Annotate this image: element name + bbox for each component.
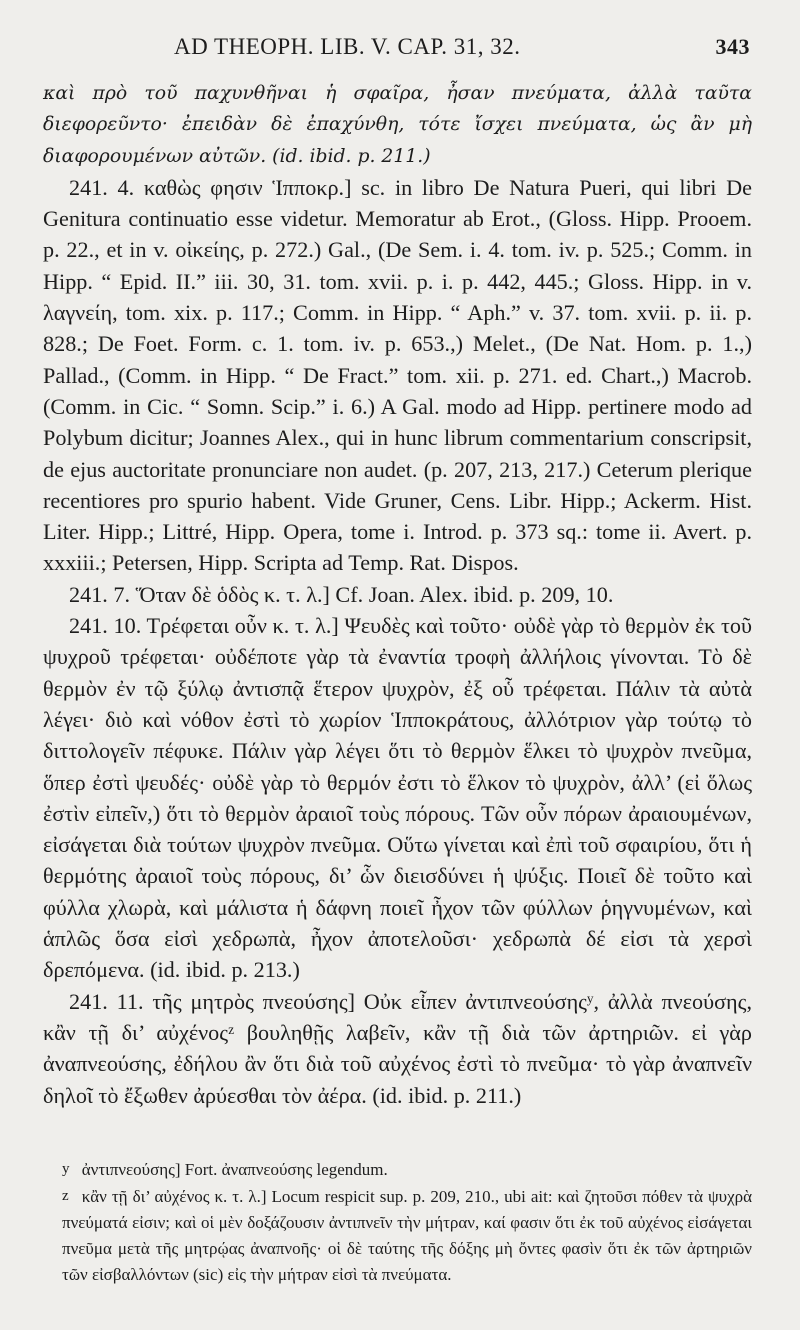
- footnote-y: [62, 1156, 752, 1183]
- main-text: [43, 78, 752, 1111]
- footnote-z: [62, 1183, 752, 1288]
- page-header: [42, 34, 758, 64]
- footnote-text-y: ἀντιπνεούσης] Fort. ἀναπνεούσης legendum.: [81, 1160, 388, 1179]
- note-241-11: 241. 11. τῆς μητρὸς πνεούσης] Οὐκ εἶπεν ἀντιπνεούσηςʸ, ἀλλὰ πνεούσης, κἂν τῇ δι’ αὐχένοςᶻ βουληθῇς λαβεῖν, κἂν τῇ διὰ τῶν ἀρτηριῶν. εἰ γὰρ ἀναπνεούσης, ἐδήλου ἂν ὅτι διὰ τοῦ αὐχένος ἐστὶ τὸ πνεῦμα· τὸ γὰρ ἀναπνεῖν δηλοῖ τὸ ἔξωθεν ἀρύεσθαι τὸν ἀέρα. (id. ibid. p. 211.): [43, 988, 752, 1108]
- paragraph-greek-continuation: καὶ πρὸ τοῦ παχυνθῆναι ἡ σφαῖρα, ἦσαν πνεύματα, ἀλλὰ ταῦτα διεφορεῦντο· ἐπειδὰν δὲ ἐπαχύνθη, τότε ἴσχει πνεύματα, ὡς ἂν μὴ διαφορουμένων αὐτῶν. (id. ibid. p. 211.): [43, 83, 752, 167]
- footnotes: [62, 1156, 752, 1288]
- footnote-text-z: κἂν τῇ δι’ αὐχένος κ. τ. λ.] Locum respicit sup. p. 209, 210., ubi ait: καὶ ζητοῦσι πόθεν τὰ ψυχρὰ πνεύματά εἰσιν; καὶ οἱ μὲν δοξάζουσιν ἀντιπνεῖν τὴν μήτραν, καί φασιν ὅτι ἐκ τοῦ αὐχένος εἰσάγεται πνεῦμα μετὰ τῆς μητρῴας ἀναπνοῆς· οἱ δὲ ταύτης τῆς δόξης μὴ ὄντες φασὶν ὅτι ἐκ τῶν ἀρτηριῶν τῶν εἰσβαλλόντων (sic) εἰς τὴν μήτραν εἰσὶ τὰ πνεύματα.: [62, 1187, 753, 1284]
- page-number: 343: [715, 34, 750, 59]
- note-241-7: 241. 7. Ὅταν δὲ ὁδὸς κ. τ. λ.] Cf. Joan. Alex. ibid. p. 209, 10.: [69, 581, 614, 607]
- footnote-marker-y: y: [62, 1161, 70, 1177]
- footnote-marker-z: z: [62, 1188, 69, 1204]
- note-241-4: 241. 4. καθὼς φησιν Ἱπποκρ.] sc. in libro De Natura Pueri, qui libri De Genitura continuatio esse videtur. Memoratur ab Erot., (Gloss. Hipp. Prooem. p. 22., et in v. οἰκείης, p. 272.) Gal., (De Sem. i. 4. tom. iv. p. 525.; Comm. in Hipp. “ Epid. II.” iii. 30, 31. tom. xvii. p. i. p. 442, 445.; Gloss. Hipp. in v. λαγνείη, tom. xix. p. 117.; Comm. in Hipp. “ Aph.” v. 37. tom. xvii. p. ii. p. 828.; De Foet. Form. c. 1. tom. iv. p. 653.,) Melet., (De Nat. Hom. p. 1.,) Pallad., (Comm. in Hipp. “ De Fract.” tom. xii. p. 271. ed. Chart.,) Macrob. (Comm. in Cic. “ Somn. Scip.” i. 6.) A Gal. modo ad Hipp. pertinere modo ad Polybum dicitur; Joannes Alex., qui in hunc librum commentarium conscripsit, de ejus auctoritate pronunciare non audet. (p. 207, 213, 217.) Ceterum plerique recentiores pro spurio habent. Vide Gruner, Cens. Libr. Hipp.; Ackerm. Hist. Liter. Hipp.; Littré, Hipp. Opera, tome i. Introd. p. 373 sq.: tome ii. Avert. p. xxxiii.; Petersen, Hipp. Scripta ad Temp. Rat. Dispos.: [43, 174, 752, 576]
- running-head: AD THEOPH. LIB. V. CAP. 31, 32.: [174, 34, 521, 59]
- note-241-10: 241. 10. Τρέφεται οὖν κ. τ. λ.] Ψευδὲς καὶ τοῦτο· οὐδὲ γὰρ τὸ θερμὸν ἐκ τοῦ ψυχροῦ τρέφεται· οὐδέποτε γὰρ τὰ ἐναντία τροφὴ ἀλλήλοις γίνονται. Τὸ δὲ θερμὸν ἐν τῷ ξύλῳ ἀντισπᾷ ἕτερον ψυχρὸν, ἐξ οὗ τρέφεται. Πάλιν τὰ αὐτὰ λέγει· διὸ καὶ νόθον ἐστὶ τὸ χωρίον Ἱπποκράτους, ἀλλότριον γὰρ τούτῳ τὸ διττολογεῖν πέφυκε. Πάλιν γὰρ λέγει ὅτι τὸ θερμὸν ἕλκει τὸ ψυχρὸν πνεῦμα, ὅπερ ἐστὶ ψευδές· οὐδὲ γὰρ τὸ θερμόν ἐστι τὸ ἕλκον τὸ ψυχρὸν, ἀλλ’ (εἰ ὅλως ἐστὶν εἰπεῖν,) ὅτι τὸ θερμὸν ἀραιοῖ τοὺς πόρους. Τῶν οὖν πόρων ἀραιουμένων, εἰσάγεται διὰ τούτων ψυχρὸν πνεῦμα. Οὕτω γίνεται καὶ ἐπὶ τοῦ σφαιρίου, ὅτι ἡ θερμότης ἀραιοῖ τοὺς πόρους, δι’ ὧν διεισδύνει ἡ ψύξις. Ποιεῖ δὲ τοῦτο καὶ φύλλα χλωρὰ, καὶ μάλιστα ἡ δάφνη ποιεῖ ἦχον τῶν φύλλων ῥηγνυμένων, καὶ ἁπλῶς ὅσα εἰσὶ χεδρωπὰ, ἦχον ἀποτελοῦσι· χεδρωπὰ δέ εἰσι τὰ χερσὶ δρεπόμενα. (id. ibid. p. 213.): [43, 613, 752, 983]
